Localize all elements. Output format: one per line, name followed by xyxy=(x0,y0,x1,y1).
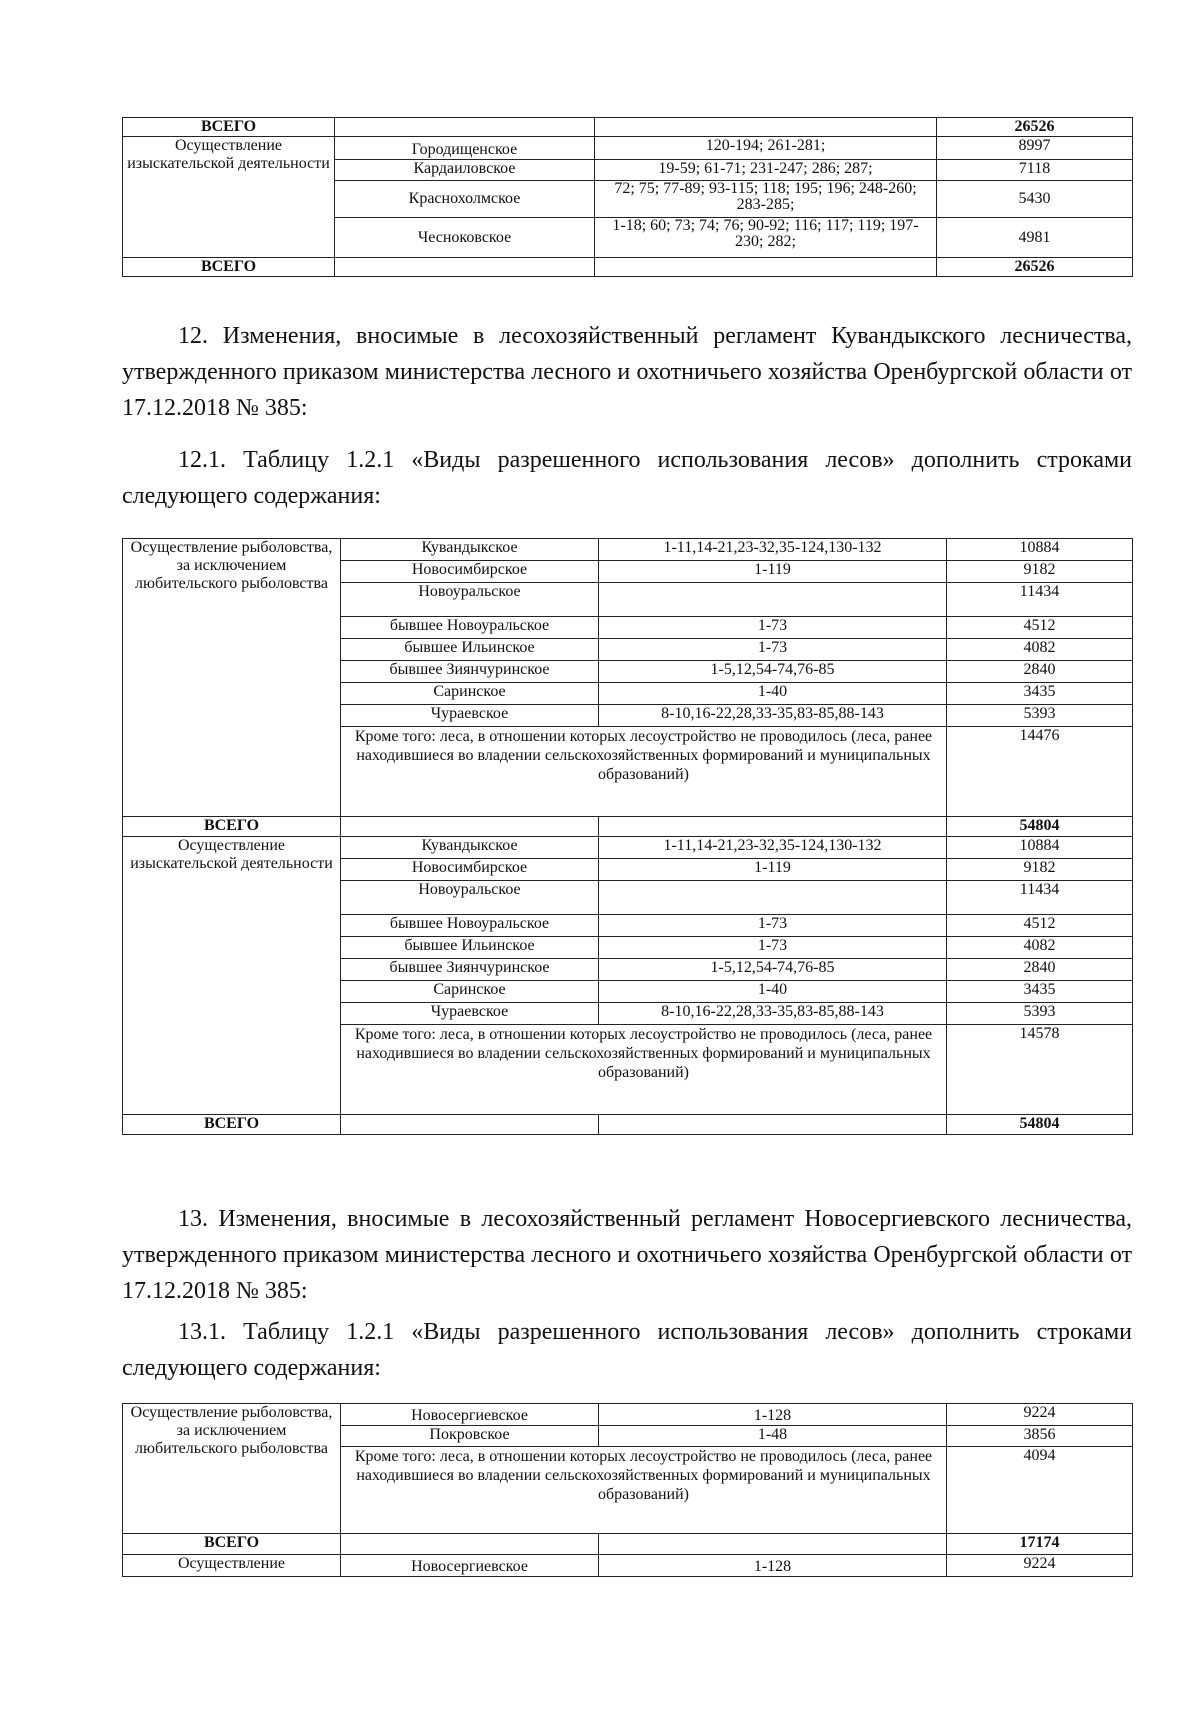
table-kuvandyk xyxy=(122,538,1133,1135)
quarters: 1-5,12,54-74,76-85 xyxy=(599,959,947,981)
table-row xyxy=(123,837,1133,859)
quarters: 1-119 xyxy=(599,561,947,583)
section-13-sub xyxy=(122,1314,1132,1386)
table-row xyxy=(123,817,1133,837)
note-unsurveyed: Кроме того: леса, в отношении которых лесоустройство не проводилось (леса, ранее находившиеся во владении сельскохозяйственных формирований и муниципальных образований) xyxy=(341,1447,947,1534)
table-row xyxy=(123,258,1133,277)
area: 9182 xyxy=(947,859,1133,881)
district: Новоуральское xyxy=(341,881,599,915)
district: Чураевское xyxy=(341,705,599,727)
total-value: 26526 xyxy=(937,258,1133,277)
table-novosergievsk xyxy=(122,1403,1133,1577)
quarters: 1-73 xyxy=(599,915,947,937)
total-value: 17174 xyxy=(947,1534,1133,1555)
area: 3435 xyxy=(947,683,1133,705)
total-label: ВСЕГО xyxy=(123,817,341,837)
section-13-heading: 13. Изменения, вносимые в лесохозяйственный регламент Новосергиевского лесничества, утвержденного приказом министерства лесного и охотничьего хозяйства Оренбургской области от 17.12.2018 № 385: xyxy=(122,1206,1132,1304)
district: Новоуральское xyxy=(341,583,599,617)
area: 5393 xyxy=(947,705,1133,727)
area: 4512 xyxy=(947,617,1133,639)
quarters: 1-73 xyxy=(599,937,947,959)
district: Саринское xyxy=(341,683,599,705)
total-value: 54804 xyxy=(947,817,1133,837)
quarters xyxy=(599,881,947,915)
table-row xyxy=(123,1534,1133,1555)
district: Чураевское xyxy=(341,1003,599,1025)
section-12-heading: 12. Изменения, вносимые в лесохозяйственный регламент Кувандыкского лесничества, утвержденного приказом министерства лесного и охотничьего хозяйства Оренбургской области от 17.12.2018 № 385: xyxy=(122,323,1132,421)
quarters: 1-119 xyxy=(599,859,947,881)
area: 9224 xyxy=(947,1555,1133,1577)
district: бывшее Ильинское xyxy=(341,639,599,661)
quarters: 1-40 xyxy=(599,981,947,1003)
district: бывшее Зиянчуринское xyxy=(341,661,599,683)
area: 11434 xyxy=(947,583,1133,617)
table-row xyxy=(123,539,1133,561)
total-value: 54804 xyxy=(947,1115,1133,1135)
area: 9182 xyxy=(947,561,1133,583)
area: 14476 xyxy=(947,727,1133,817)
district: Городищенское xyxy=(335,137,595,160)
area: 14578 xyxy=(947,1025,1133,1115)
table-row xyxy=(123,137,1133,160)
district: Кувандыкское xyxy=(341,837,599,859)
use-kind: Осуществление рыболовства, за исключением любительского рыболовства xyxy=(123,539,341,817)
area: 5393 xyxy=(947,1003,1133,1025)
quarters: 8-10,16-22,28,33-35,83-85,88-143 xyxy=(599,705,947,727)
area: 2840 xyxy=(947,661,1133,683)
use-kind: Осуществление изыскательской деятельности xyxy=(123,137,335,258)
quarters: 1-73 xyxy=(599,639,947,661)
note-unsurveyed: Кроме того: леса, в отношении которых лесоустройство не проводилось (леса, ранее находившиеся во владении сельскохозяйственных формирований и муниципальных образований) xyxy=(341,727,947,817)
quarters: 19-59; 61-71; 231-247; 286; 287; xyxy=(595,160,937,181)
quarters: 8-10,16-22,28,33-35,83-85,88-143 xyxy=(599,1003,947,1025)
use-kind: Осуществление рыболовства, за исключением любительского рыболовства xyxy=(123,1404,341,1534)
quarters: 1-73 xyxy=(599,617,947,639)
quarters: 1-128 xyxy=(599,1404,947,1426)
area: 4082 xyxy=(947,639,1133,661)
area: 4082 xyxy=(947,937,1133,959)
section-13-subheading: 13.1. Таблицу 1.2.1 «Виды разрешенного использования лесов» дополнить строками следующего содержания: xyxy=(122,1319,1132,1381)
quarters: 1-128 xyxy=(599,1555,947,1577)
area: 3856 xyxy=(947,1426,1133,1447)
quarters: 72; 75; 77-89; 93-115; 118; 195; 196; 248-260; 283-285; xyxy=(595,181,937,218)
quarters: 120-194; 261-281; xyxy=(595,137,937,160)
district: бывшее Зиянчуринское xyxy=(341,959,599,981)
district: бывшее Новоуральское xyxy=(341,915,599,937)
table-row xyxy=(123,1555,1133,1577)
section-12-sub xyxy=(122,442,1132,514)
table-row xyxy=(123,118,1133,137)
area: 10884 xyxy=(947,837,1133,859)
district: бывшее Ильинское xyxy=(341,937,599,959)
total-label: ВСЕГО xyxy=(123,258,335,277)
table-row xyxy=(123,1115,1133,1135)
district: Саринское xyxy=(341,981,599,1003)
area: 3435 xyxy=(947,981,1133,1003)
district: Чесноковское xyxy=(335,218,595,258)
area: 5430 xyxy=(937,181,1133,218)
quarters: 1-40 xyxy=(599,683,947,705)
area: 7118 xyxy=(937,160,1133,181)
quarters: 1-48 xyxy=(599,1426,947,1447)
district: Покровское xyxy=(341,1426,599,1447)
area: 2840 xyxy=(947,959,1133,981)
use-kind: Осуществление изыскательской деятельности xyxy=(123,837,341,1115)
district: Краснохолмское xyxy=(335,181,595,218)
area: 9224 xyxy=(947,1404,1133,1426)
use-kind: Осуществление xyxy=(123,1555,341,1577)
section-12-text xyxy=(122,318,1132,426)
table-top xyxy=(122,117,1133,277)
quarters: 1-11,14-21,23-32,35-124,130-132 xyxy=(599,837,947,859)
table-row xyxy=(123,1404,1133,1426)
district: Новосимбирское xyxy=(341,859,599,881)
district: бывшее Новоуральское xyxy=(341,617,599,639)
area: 4512 xyxy=(947,915,1133,937)
note-unsurveyed: Кроме того: леса, в отношении которых лесоустройство не проводилось (леса, ранее находившиеся во владении сельскохозяйственных формирований и муниципальных образований) xyxy=(341,1025,947,1115)
total-label: ВСЕГО xyxy=(123,1534,341,1555)
total-label: ВСЕГО xyxy=(123,1115,341,1135)
quarters: 1-11,14-21,23-32,35-124,130-132 xyxy=(599,539,947,561)
district: Кардаиловское xyxy=(335,160,595,181)
district: Кувандыкское xyxy=(341,539,599,561)
district: Новосергиевское xyxy=(341,1404,599,1426)
total-label: ВСЕГО xyxy=(123,118,335,137)
area: 8997 xyxy=(937,137,1133,160)
area: 11434 xyxy=(947,881,1133,915)
district: Новосергиевское xyxy=(341,1555,599,1577)
district: Новосимбирское xyxy=(341,561,599,583)
quarters xyxy=(599,583,947,617)
quarters: 1-5,12,54-74,76-85 xyxy=(599,661,947,683)
section-13-text xyxy=(122,1201,1132,1309)
area: 10884 xyxy=(947,539,1133,561)
area: 4094 xyxy=(947,1447,1133,1534)
section-12-subheading: 12.1. Таблицу 1.2.1 «Виды разрешенного использования лесов» дополнить строками следующего содержания: xyxy=(122,447,1132,509)
area: 4981 xyxy=(937,218,1133,258)
quarters: 1-18; 60; 73; 74; 76; 90-92; 116; 117; 119; 197-230; 282; xyxy=(595,218,937,258)
total-value: 26526 xyxy=(937,118,1133,137)
